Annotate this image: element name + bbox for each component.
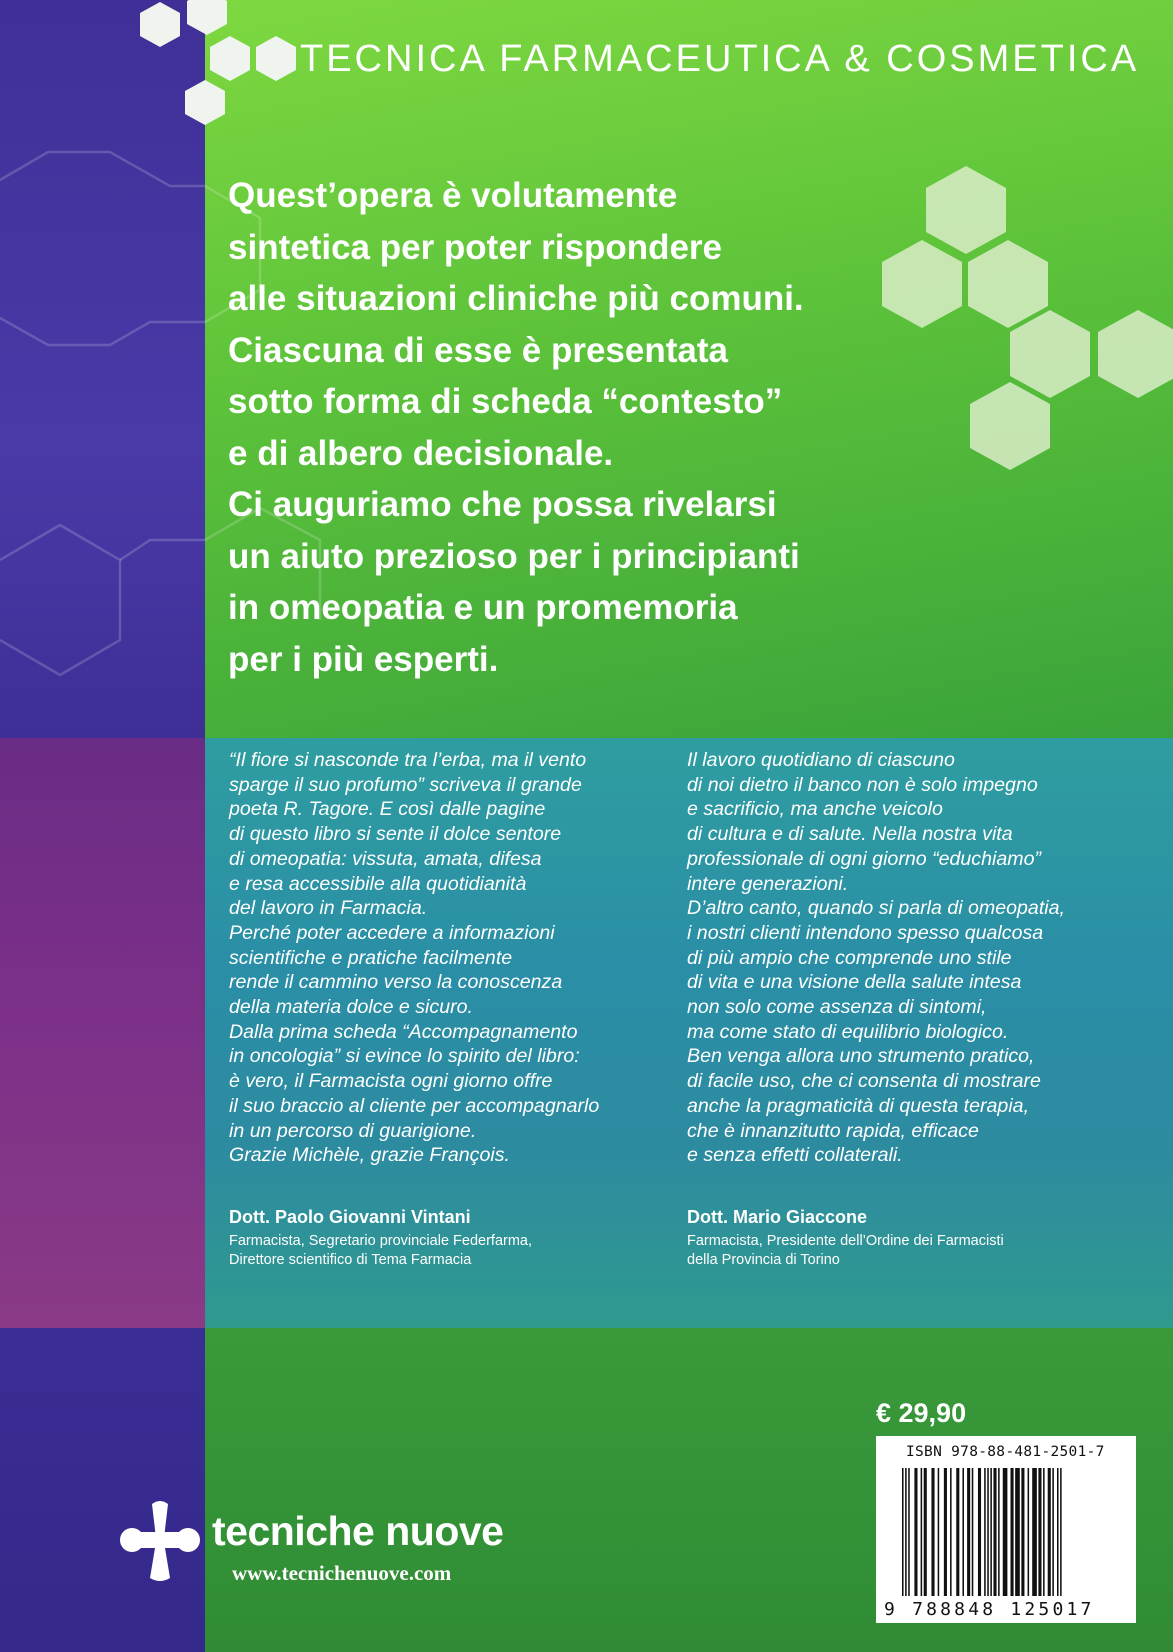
- text-line: di cultura e di salute. Nella nostra vita: [687, 823, 1013, 846]
- text-line: della materia dolce e sicuro.: [229, 996, 473, 1019]
- barcode-bar: [962, 1468, 964, 1596]
- barcode-bar: [967, 1468, 970, 1596]
- text-line: di questo libro si sente il dolce sentore: [229, 823, 562, 846]
- barcode-bar: [902, 1468, 904, 1596]
- text-line: Perché poter accedere a informazioni: [229, 921, 555, 944]
- barcode-bar: [1043, 1468, 1045, 1596]
- text-line: i nostri clienti intendono spesso qualcosa: [687, 921, 1044, 944]
- barcode-bar: [1052, 1468, 1054, 1596]
- intro-line: alle situazioni cliniche più comuni.: [228, 279, 804, 318]
- isbn-text: ISBN 978-88-481-2501-7: [906, 1444, 1105, 1460]
- intro-line: Ciascuna di esse è presentata: [228, 330, 728, 370]
- text-line: professionale di ogni giorno “educhiamo”: [687, 847, 1041, 870]
- signature-name-right: Dott. Mario Giaccone: [687, 1207, 868, 1227]
- barcode-bar: [990, 1468, 992, 1596]
- text-line: di noi dietro il banco non è solo impegno: [687, 773, 1038, 796]
- publisher-name: tecniche nuove: [212, 1508, 504, 1554]
- signature-name-left: Dott. Paolo Giovanni Vintani: [229, 1207, 471, 1227]
- barcode-bar: [938, 1468, 940, 1596]
- barcode-bar: [972, 1468, 974, 1596]
- text-line: il suo braccio al cliente per accompagnarlo: [229, 1094, 600, 1117]
- barcode-bar: [1038, 1468, 1041, 1596]
- text-line: Grazie Michèle, grazie François.: [229, 1144, 510, 1167]
- intro-line: Ci auguriamo che possa rivelarsi: [228, 485, 777, 524]
- barcode-bar: [1057, 1468, 1059, 1596]
- barcode-bar: [978, 1468, 981, 1596]
- signature-role-left: Farmacista, Segretario provinciale Federfarma,: [229, 1233, 533, 1249]
- text-line: di facile uso, che ci consenta di mostrare: [687, 1070, 1041, 1093]
- left-column-text: [229, 748, 649, 1168]
- intro-line: sotto forma di scheda “contesto”: [228, 382, 783, 421]
- text-line: intere generazioni.: [687, 872, 849, 895]
- text-line: e resa accessibile alla quotidianità: [229, 872, 527, 895]
- text-line: Il lavoro quotidiano di ciascuno: [687, 749, 955, 771]
- price-label: € 29,90: [876, 1398, 967, 1428]
- barcode-bar: [1011, 1468, 1014, 1596]
- text-line: del lavoro in Farmacia.: [229, 897, 428, 920]
- intro-line: e di albero decisionale.: [228, 433, 614, 473]
- right-column-text: [687, 748, 1107, 1168]
- barcode-bar: [1032, 1468, 1037, 1596]
- barcode-bar: [950, 1468, 952, 1596]
- barcode-bar: [993, 1468, 996, 1596]
- intro-line: un aiuto prezioso per i principianti: [228, 536, 800, 576]
- publisher-logo-icon: [118, 1498, 202, 1582]
- text-line: che è innanzitutto rapida, efficace: [687, 1119, 979, 1142]
- intro-text: [228, 170, 848, 685]
- barcode-bar: [921, 1468, 923, 1596]
- signature-role-left: Direttore scientifico di Tema Farmacia: [229, 1252, 472, 1268]
- barcode-bar: [956, 1468, 959, 1596]
- intro-line: in omeopatia e un promemoria: [228, 588, 738, 627]
- text-line: in un percorso di guarigione.: [229, 1119, 477, 1142]
- text-line: di vita e una visione della salute intesa: [687, 971, 1022, 994]
- text-line: di più ampio che comprende uno stile: [687, 946, 1012, 969]
- barcode-bar: [914, 1468, 917, 1596]
- barcode-bar: [984, 1468, 986, 1596]
- barcode-bars: [900, 1468, 1126, 1596]
- hexagon-cluster-top: [0, 0, 320, 130]
- barcode-box: [876, 1436, 1136, 1623]
- barcode-bar: [1003, 1468, 1008, 1596]
- text-line: non solo come assenza di sintomi,: [687, 996, 987, 1019]
- barcode-bar: [987, 1468, 989, 1596]
- series-title: TECNICA FARMACEUTICA & COSMETICA: [300, 38, 1140, 80]
- text-line: e senza effetti collaterali.: [687, 1144, 903, 1167]
- text-line: è vero, il Farmacista ogni giorno offre: [229, 1070, 553, 1093]
- text-line: sparge il suo profumo” scriveva il grande: [229, 773, 582, 796]
- text-line: D’altro canto, quando si parla di omeopatia,: [687, 897, 1065, 920]
- text-line: Ben venga allora uno strumento pratico,: [687, 1045, 1035, 1068]
- signature-role-right: della Provincia di Torino: [687, 1252, 840, 1268]
- text-line: e sacrificio, ma anche veicolo: [687, 798, 943, 821]
- text-line: in oncologia” si evince lo spirito del libro:: [229, 1045, 580, 1068]
- text-line: ma come stato di equilibrio biologico.: [687, 1020, 1009, 1043]
- intro-line: Quest’opera è volutamente: [228, 176, 678, 215]
- barcode-bar: [908, 1468, 910, 1596]
- barcode-bar: [1021, 1468, 1024, 1596]
- intro-line: sintetica per poter rispondere: [228, 227, 723, 267]
- text-line: scientifiche e pratiche facilmente: [229, 946, 513, 969]
- barcode-bar: [1028, 1468, 1030, 1596]
- barcode-bar: [905, 1468, 907, 1596]
- publisher-website: www.tecnichenuove.com: [232, 1561, 452, 1585]
- hexagon-cluster-right: [870, 160, 1173, 490]
- barcode-bar: [1060, 1468, 1062, 1596]
- barcode-bar: [998, 1468, 1000, 1596]
- text-line: poeta R. Tagore. E così dalle pagine: [229, 798, 546, 821]
- text-line: rende il cammino verso la conoscenza: [229, 971, 563, 994]
- barcode-bar: [944, 1468, 947, 1596]
- barcode-bar: [1015, 1468, 1020, 1596]
- barcode-bar: [1048, 1468, 1051, 1596]
- text-line: di omeopatia: vissuta, amata, difesa: [229, 847, 542, 870]
- signature-role-right: Farmacista, Presidente dell’Ordine dei Farmacisti: [687, 1233, 1004, 1249]
- text-line: anche la pragmaticità di questa terapia,: [687, 1094, 1030, 1117]
- text-line: “Il fiore si nasconde tra l’erba, ma il vento: [229, 749, 587, 771]
- text-line: Dalla prima scheda “Accompagnamento: [229, 1020, 578, 1043]
- barcode-bar: [931, 1468, 934, 1596]
- barcode-bar: [924, 1468, 927, 1596]
- ean-number: 9 788848 125017: [884, 1599, 1095, 1620]
- intro-line: per i più esperti.: [228, 639, 499, 679]
